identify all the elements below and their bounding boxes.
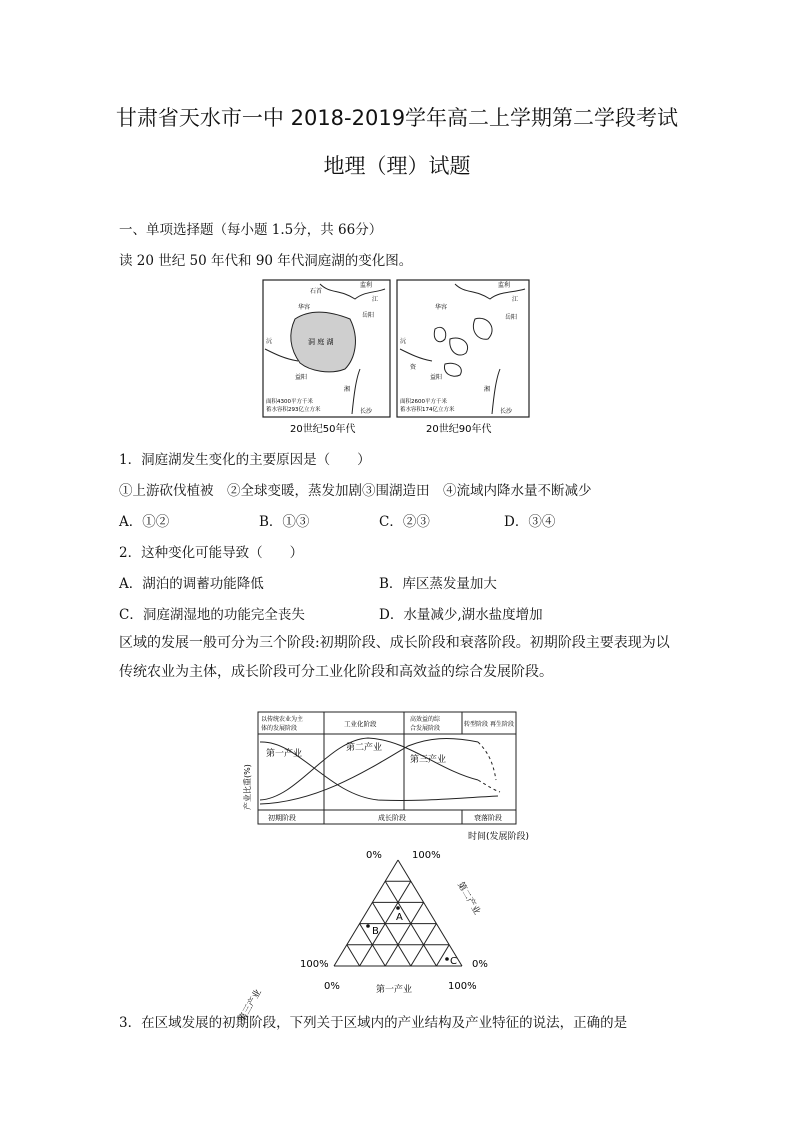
map-right-river-zi: 资 bbox=[410, 364, 417, 371]
stage-top-label-2: 工业化阶段 bbox=[344, 720, 377, 728]
map-left-note-volume: 蓄水容积293亿立方米 bbox=[266, 407, 321, 413]
exam-subtitle: 地理（理）试题 bbox=[323, 154, 471, 178]
q1-option-b[interactable]: B．①③ bbox=[259, 514, 310, 530]
q3-stem: 3．在区域发展的初期阶段，下列关于区域内的产业结构及产业特征的说法，正确的是 bbox=[119, 1015, 628, 1031]
map-right-river-jiang: 江 bbox=[512, 296, 519, 303]
q2-option-b[interactable]: B．库区蒸发量加大 bbox=[379, 576, 497, 592]
triangle-side-primary: 第一产业 bbox=[376, 985, 413, 995]
point-a-marker bbox=[396, 906, 400, 910]
map-left-place-huarong: 华容 bbox=[298, 304, 311, 311]
section-heading: 一、单项选择题（每小题 1.5分，共 66分） bbox=[119, 222, 383, 238]
q1-option-c[interactable]: C．②③ bbox=[379, 514, 430, 530]
triangle-grid-diag-b bbox=[385, 902, 423, 966]
stage-xlabel: 时间(发展阶段) bbox=[468, 832, 530, 842]
q2-option-c[interactable]: C．洞庭湖湿地的功能完全丧失 bbox=[119, 607, 305, 623]
triangle-corner-top-right: 100% bbox=[412, 850, 441, 861]
stage-top-label-5: 再生阶段 bbox=[490, 721, 515, 728]
stage-top-label-3b: 合发展阶段 bbox=[410, 725, 441, 732]
triangle-bottom-right: 100% bbox=[448, 981, 477, 992]
stage-top-label-1a: 以传统农业为主 bbox=[261, 716, 304, 723]
q2-option-a[interactable]: A．湖泊的调蓄功能降低 bbox=[119, 576, 264, 592]
map-right-place-changsha: 长沙 bbox=[500, 408, 513, 415]
map-right-note-area: 面积2600平方千米 bbox=[400, 399, 447, 405]
point-c-marker bbox=[445, 957, 449, 961]
map-right-place-huarong: 华容 bbox=[435, 304, 448, 311]
intro-text: 读 20 世纪 50 年代和 90 年代洞庭湖的变化图。 bbox=[119, 253, 413, 269]
point-b-marker bbox=[366, 924, 370, 928]
stage-top-label-3a: 高效益的综 bbox=[410, 716, 441, 723]
map-left-river-xiang: 湘 bbox=[344, 386, 351, 393]
curve-label-secondary: 第二产业 bbox=[346, 743, 383, 753]
map-right-river-yuan: 沅 bbox=[400, 338, 407, 345]
triangle-side-secondary: 第二产业 bbox=[454, 880, 482, 917]
map-left-place-yiyang: 益阳 bbox=[295, 374, 308, 381]
triangle-corner-right: 0% bbox=[472, 959, 488, 970]
map-left-river-jiang: 江 bbox=[372, 296, 379, 303]
triangle-corner-top-left: 0% bbox=[366, 850, 382, 861]
map-left-caption: 20世纪50年代 bbox=[290, 424, 356, 435]
map-right-caption: 20世纪90年代 bbox=[426, 424, 492, 435]
triangle-bottom-left: 0% bbox=[324, 981, 340, 992]
triangle-grid-diag-a bbox=[347, 945, 360, 966]
exam-title: 甘肃省天水市一中 2018-2019学年高二上学期第二学段考试 bbox=[115, 106, 679, 130]
map-left-river-yuan: 沅 bbox=[266, 338, 273, 345]
triangle-edge-left bbox=[334, 860, 398, 966]
triangle-corner-left: 100% bbox=[300, 959, 329, 970]
q1-option-a[interactable]: A．①② bbox=[119, 514, 170, 530]
map-right-river-xiang: 湘 bbox=[484, 386, 491, 393]
dongting-lake-map-figure bbox=[260, 279, 532, 437]
point-c-label: C bbox=[450, 956, 457, 967]
map-1950s bbox=[263, 280, 390, 435]
triangle-side-tertiary: 第三产业 bbox=[237, 987, 264, 1025]
map-left-place-yueyang: 岳阳 bbox=[362, 312, 375, 319]
curve-label-primary: 第一产业 bbox=[266, 749, 303, 759]
stage-top-label-1b: 体的发展阶段 bbox=[261, 725, 298, 732]
intro-paragraph-2: 区域的发展一般可分为三个阶段:初期阶段、成长阶段和衰落阶段。初期阶段主要表现为以传统农业为主体，成长阶段可分工业化阶段和高效益的综合发展阶段。 bbox=[119, 635, 670, 680]
map-left-lake-label: 洞 庭 湖 bbox=[308, 338, 334, 346]
map-right-note-volume: 蓄水容积174亿立方米 bbox=[400, 407, 455, 413]
map-left-note-area: 面积4300平方千米 bbox=[266, 399, 313, 405]
map-1990s bbox=[397, 280, 529, 435]
map-left-place-jianli: 监利 bbox=[360, 282, 373, 289]
q1-items: ①上游砍伐植被 ②全球变暖，蒸发加剧③围湖造田 ④流域内降水量不断减少 bbox=[119, 483, 592, 499]
industry-triangle-diagram bbox=[237, 846, 500, 1025]
map-right-place-yiyang: 益阳 bbox=[430, 374, 443, 381]
q2-stem: 2．这种变化可能导致（ ） bbox=[119, 545, 304, 561]
q2-option-d[interactable]: D．水量减少,湖水盐度增加 bbox=[379, 607, 543, 623]
stage-top-label-4: 转型阶段 bbox=[464, 721, 489, 728]
q1-option-d[interactable]: D．③④ bbox=[504, 514, 556, 530]
q1-stem: 1．洞庭湖发生变化的主要原因是（ ） bbox=[119, 452, 371, 468]
bottom-label-initial: 初期阶段 bbox=[268, 814, 296, 822]
map-right-place-yueyang: 岳阳 bbox=[505, 314, 518, 321]
point-b-label: B bbox=[372, 926, 379, 937]
map-right-place-jianli: 监利 bbox=[498, 282, 511, 289]
curve-label-tertiary: 第三产业 bbox=[410, 755, 447, 765]
triangle-edge-right bbox=[398, 860, 462, 966]
map-left-place-shishou: 石首 bbox=[310, 288, 323, 295]
bottom-label-growth: 成长阶段 bbox=[378, 814, 406, 822]
bottom-label-decline: 衰落阶段 bbox=[474, 814, 502, 822]
triangle-grid-diag-b bbox=[436, 945, 449, 966]
development-stage-chart bbox=[238, 700, 558, 844]
map-left-place-changsha: 长沙 bbox=[360, 408, 373, 415]
stage-ylabel: 产业比重(%) bbox=[243, 764, 252, 810]
point-a-label: A bbox=[396, 912, 403, 923]
